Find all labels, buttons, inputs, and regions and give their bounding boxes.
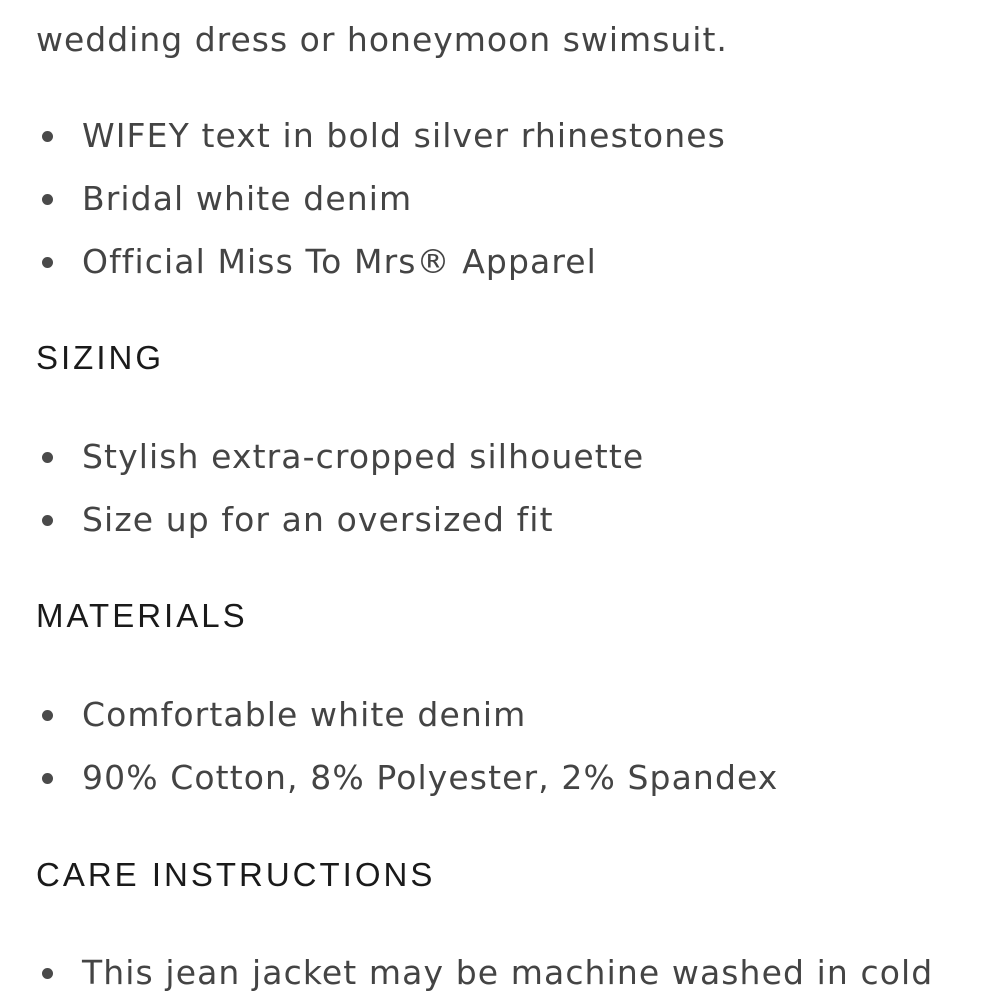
bullet-icon	[42, 773, 53, 784]
bullet-icon	[42, 194, 53, 205]
bullet-icon	[42, 710, 53, 721]
list-item-text: WIFEY text in bold silver rhinestones	[82, 116, 726, 155]
bullet-icon	[42, 131, 53, 142]
bullet-icon	[42, 452, 53, 463]
list-item-text: 90% Cotton, 8% Polyester, 2% Spandex	[82, 758, 779, 797]
list-item-text: This jean jacket may be machine washed in cold	[82, 953, 934, 992]
list-item-text: Stylish extra-cropped silhouette	[82, 437, 645, 476]
list-item-text: Official Miss To Mrs® Apparel	[82, 242, 597, 281]
care-instructions-heading: CARE INSTRUCTIONS	[36, 856, 436, 893]
list-item-text: Bridal white denim	[82, 179, 413, 218]
bullet-icon	[42, 515, 53, 526]
materials-heading: MATERIALS	[36, 597, 248, 634]
bullet-icon	[42, 968, 53, 979]
bullet-icon	[42, 257, 53, 268]
intro-text: wedding dress or honeymoon swimsuit.	[36, 20, 728, 59]
list-item-text: Size up for an oversized fit	[82, 500, 554, 539]
list-item-text: Comfortable white denim	[82, 695, 527, 734]
sizing-heading: SIZING	[36, 339, 165, 376]
